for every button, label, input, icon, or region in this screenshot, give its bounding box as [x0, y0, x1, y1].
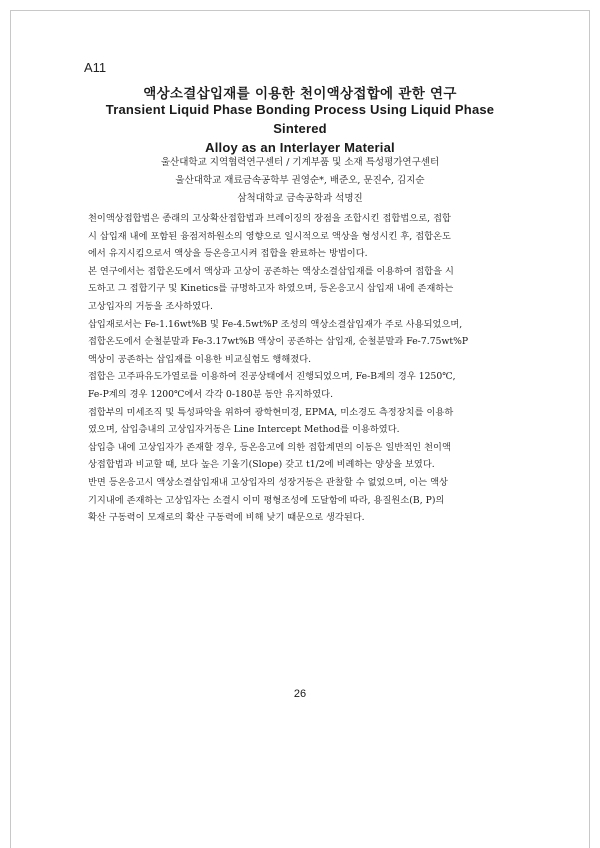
abstract-line: Fe-P계의 경우 1200℃에서 각각 0-180분 동안 유지하였다. — [88, 388, 334, 400]
abstract-code: A11 — [84, 60, 107, 75]
abstract-line: 반면 등온응고시 액상소결삽입재내 고상입자의 성장거동은 관찰할 수 없었으며, 이는 액상 — [88, 476, 448, 488]
abstract-line: 였으며, 삽입층내의 고상입자거동은 Line Intercept Method를 이용하였다. — [88, 424, 400, 436]
title-english-line-1: Transient Liquid Phase Bonding Process Using Liquid Phase Sintered — [105, 102, 495, 136]
abstract-line: 천이액상접합법은 종래의 고상확산접합법과 브레이징의 장점을 조합시킨 접합법으로, 접합 — [88, 213, 451, 224]
title-english-line-2: Alloy as an Interlayer Material — [205, 140, 395, 155]
abstract-line: 시 삽입재 내에 포함된 융점저하원소의 영향으로 일시적으로 액상을 형성시킨 후, 접합온도 — [88, 230, 451, 242]
affiliation-authors: 울산대학교 재료금속공학부 권영순*, 배준오, 문진수, 김지순 — [175, 175, 425, 186]
abstract-line: 액상이 공존하는 삽입재를 이용한 비교실험도 행해졌다. — [88, 353, 312, 365]
abstract-line: 기지내에 존재하는 고상입자는 소결시 이미 평형조성에 도달함에 따라, 용질원소(B, P)의 — [88, 494, 445, 506]
affiliation-samcheok: 삼척대학교 금속공학과 석명진 — [237, 193, 363, 204]
page-number: 26 — [293, 688, 307, 700]
abstract-line: 삽입층 내에 고상입자가 존재할 경우, 등온응고에 의한 접합계면의 이동은 일반적인 천이액 — [88, 441, 451, 453]
abstract-line: 고상입자의 거동을 조사하였다. — [88, 300, 213, 312]
abstract-body — [88, 210, 518, 527]
title-english — [80, 100, 520, 157]
abstract-line: 접합은 고주파유도가열로를 이용하여 진공상태에서 진행되었으며, Fe-B계의 경우 1250℃, — [88, 371, 456, 383]
abstract-line: 접합온도에서 순철분말과 Fe-3.17wt%B 액상이 공존하는 삽입재, 순철분말과 Fe-7.75wt%P — [88, 336, 469, 348]
title-korean: 액상소결삽입재를 이용한 천이액상접합에 관한 연구 — [143, 86, 457, 102]
affiliation-center: 울산대학교 지역협력연구센터 / 기계부품 및 소재 특성평가연구센터 — [160, 157, 440, 168]
abstract-line: 도하고 그 접합기구 및 Kinetics를 규명하고자 하였으며, 등온응고시 삽입재 내에 존재하는 — [88, 283, 454, 295]
abstract-line: 에서 유지시킴으로서 액상을 등온응고시켜 접합을 완료하는 방법이다. — [88, 248, 368, 260]
abstract-line: 확산 구동력이 모재로의 확산 구동력에 비해 낮기 때문으로 생각된다. — [88, 512, 365, 524]
abstract-line: 상접합법과 비교할 때, 보다 높은 기울기(Slope) 갖고 t1/2에 비례하는 양상을 보였다. — [88, 459, 435, 471]
abstract-line: 접합부의 미세조직 및 특성파악을 위하여 광학현미경, EPMA, 미소경도 측정장치를 이용하 — [88, 406, 454, 418]
abstract-line: 삽입재로서는 Fe-1.16wt%B 및 Fe-4.5wt%P 조성의 액상소결삽입재가 주로 사용되었으며, — [88, 318, 463, 330]
abstract-line: 본 연구에서는 접합온도에서 액상과 고상이 공존하는 액상소결삽입재를 이용하여 접합을 시 — [88, 265, 454, 277]
